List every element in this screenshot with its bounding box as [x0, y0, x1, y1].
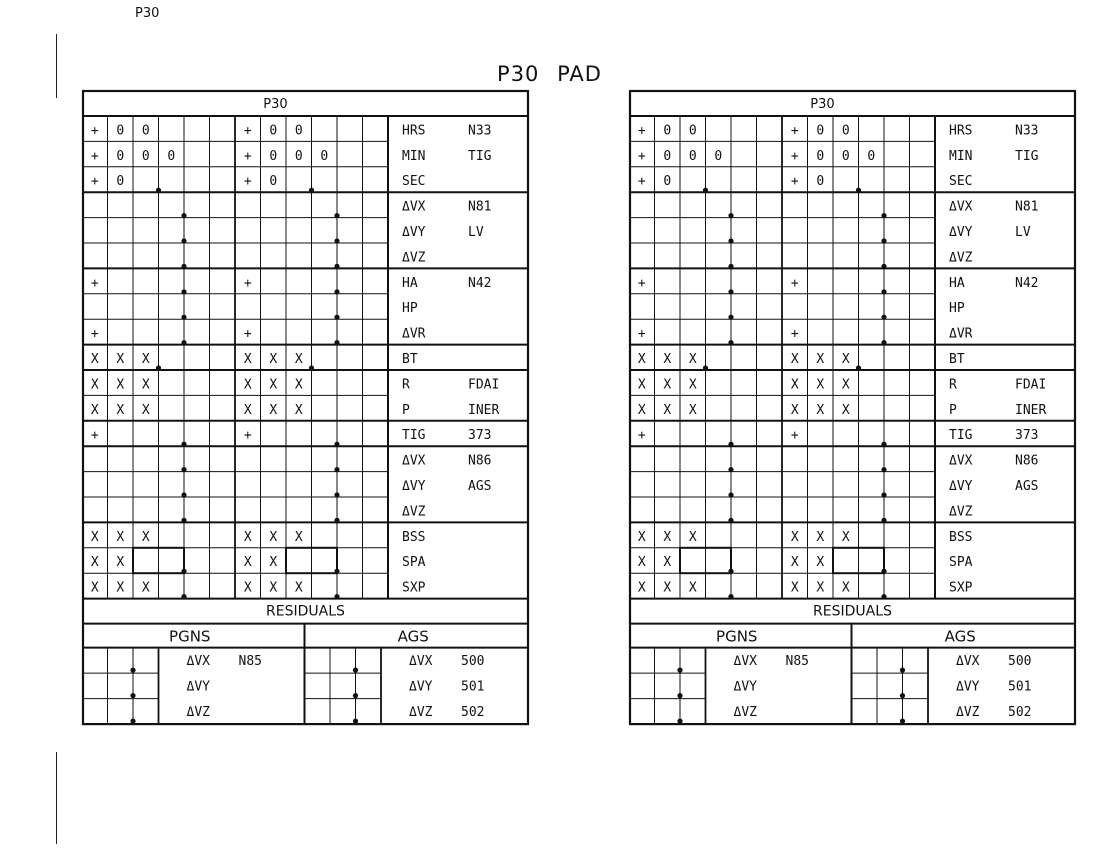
- decimal-point: [334, 289, 339, 294]
- row-code: INER: [1015, 402, 1047, 418]
- row-label: BT: [402, 352, 418, 367]
- row-label: SEC: [402, 174, 426, 190]
- residuals-title: RESIDUALS: [266, 603, 345, 620]
- row-label: HA: [949, 275, 965, 291]
- residual-label: ΔVZ: [733, 705, 757, 721]
- decimal-point: [334, 238, 339, 243]
- decimal-point: [881, 238, 886, 243]
- ags-title: AGS: [397, 627, 429, 646]
- residual-code: 500: [461, 654, 485, 670]
- row-code: AGS: [1015, 479, 1039, 494]
- row-label: ΔVX: [949, 199, 973, 215]
- cell-entry: 0: [663, 174, 672, 190]
- cell-entry: X: [116, 580, 125, 596]
- row-code: N33: [1015, 123, 1039, 139]
- decimal-point: [728, 264, 733, 269]
- cell-entry: +: [790, 174, 799, 190]
- cell-entry: 0: [816, 148, 825, 164]
- cell-entry: 0: [688, 123, 697, 139]
- decimal-point: [900, 719, 905, 724]
- cell-entry: X: [816, 529, 825, 545]
- row-label: ΔVR: [402, 326, 426, 342]
- cell-entry: X: [294, 377, 303, 393]
- decimal-point: [728, 340, 733, 345]
- cell-entry: X: [243, 529, 252, 545]
- cell-entry: X: [663, 555, 672, 571]
- decimal-point: [334, 518, 339, 523]
- decimal-point: [703, 365, 708, 370]
- cell-entry: +: [90, 148, 99, 164]
- decimal-point: [677, 719, 682, 724]
- row-label: SXP: [949, 580, 973, 596]
- row-label: ΔVZ: [949, 504, 973, 520]
- cell-entry: X: [116, 377, 125, 393]
- cell-entry: +: [90, 428, 99, 444]
- cell-entry: 0: [714, 148, 723, 164]
- pad-header: P30: [263, 97, 288, 112]
- residual-label: ΔVY: [733, 679, 757, 695]
- cell-entry: 0: [141, 123, 150, 139]
- row-label: ΔVY: [949, 225, 973, 240]
- cell-entry: X: [141, 352, 150, 367]
- decimal-point: [677, 668, 682, 673]
- cell-entry: X: [790, 402, 799, 418]
- cell-entry: 0: [688, 148, 697, 164]
- decimal-point: [703, 188, 708, 193]
- cell-entry: X: [816, 402, 825, 418]
- decimal-point: [334, 264, 339, 269]
- cell-entry: X: [90, 377, 99, 393]
- decimal-point: [881, 315, 886, 320]
- row-label: P: [949, 402, 957, 418]
- row-label: ΔVZ: [402, 250, 426, 266]
- decimal-point: [353, 693, 358, 698]
- pad-header: P30: [810, 97, 835, 112]
- decimal-point: [881, 340, 886, 345]
- cell-entry: X: [816, 352, 825, 367]
- decimal-point: [856, 188, 861, 193]
- decimal-point: [334, 442, 339, 447]
- decimal-point: [156, 365, 161, 370]
- decimal-point: [130, 693, 135, 698]
- cell-entry: X: [688, 402, 697, 418]
- residual-label: ΔVY: [409, 679, 433, 695]
- cell-entry: +: [243, 326, 252, 342]
- pad-form-left: [82, 90, 532, 726]
- decimal-point: [181, 289, 186, 294]
- row-label: HP: [402, 301, 418, 317]
- cell-entry: 0: [116, 174, 125, 190]
- decimal-point: [181, 340, 186, 345]
- decimal-point: [334, 213, 339, 218]
- row-label: ΔVR: [949, 326, 973, 342]
- decimal-point: [881, 213, 886, 218]
- residual-label: ΔVY: [956, 679, 980, 695]
- decimal-point: [181, 213, 186, 218]
- decimal-point: [309, 365, 314, 370]
- decimal-point: [900, 668, 905, 673]
- residual-code: N85: [238, 654, 262, 670]
- decimal-point: [881, 594, 886, 599]
- cell-entry: X: [688, 352, 697, 367]
- row-label: SPA: [949, 555, 973, 571]
- cell-entry: X: [116, 555, 125, 571]
- cell-entry: X: [141, 529, 150, 545]
- residual-label: ΔVZ: [186, 705, 210, 721]
- cell-entry: X: [688, 580, 697, 596]
- margin-mark-bottom: [56, 752, 57, 844]
- cell-entry: 0: [841, 123, 850, 139]
- cell-entry: X: [269, 402, 278, 418]
- decimal-point: [181, 518, 186, 523]
- decimal-point: [728, 442, 733, 447]
- row-code: TIG: [1015, 148, 1039, 164]
- cell-entry: X: [294, 529, 303, 545]
- decimal-point: [728, 492, 733, 497]
- cell-entry: X: [90, 529, 99, 545]
- cell-entry: X: [841, 402, 850, 418]
- cell-entry: X: [688, 529, 697, 545]
- cell-entry: 0: [294, 148, 303, 164]
- row-code: FDAI: [1015, 377, 1047, 393]
- row-label: SEC: [949, 174, 973, 190]
- page-title: P30 PAD: [497, 62, 602, 86]
- row-label: R: [402, 377, 410, 393]
- decimal-point: [181, 467, 186, 472]
- residual-label: ΔVX: [733, 654, 757, 670]
- ags-title: AGS: [944, 627, 976, 646]
- decimal-point: [181, 315, 186, 320]
- cell-entry: X: [269, 377, 278, 393]
- row-label: SPA: [402, 555, 426, 571]
- row-label: ΔVZ: [402, 504, 426, 520]
- cell-entry: +: [90, 326, 99, 342]
- cell-entry: X: [141, 402, 150, 418]
- margin-mark-top: [56, 34, 57, 98]
- row-label: MIN: [949, 148, 973, 164]
- residual-label: ΔVX: [956, 654, 980, 670]
- cell-entry: X: [663, 529, 672, 545]
- row-label: ΔVX: [402, 199, 426, 215]
- cell-entry: X: [90, 555, 99, 571]
- row-code: N42: [1015, 275, 1039, 291]
- cell-entry: +: [637, 326, 646, 342]
- cell-entry: +: [637, 148, 646, 164]
- row-code: LV: [468, 225, 484, 240]
- cell-entry: X: [116, 352, 125, 367]
- cell-entry: +: [90, 275, 99, 291]
- decimal-point: [181, 238, 186, 243]
- cell-entry: X: [269, 529, 278, 545]
- residuals-title: RESIDUALS: [813, 603, 892, 620]
- residual-label: ΔVX: [409, 654, 433, 670]
- decimal-point: [881, 442, 886, 447]
- cell-entry: +: [637, 123, 646, 139]
- decimal-point: [728, 213, 733, 218]
- cell-entry: X: [637, 580, 646, 596]
- cell-entry: +: [243, 148, 252, 164]
- cell-entry: +: [790, 275, 799, 291]
- cell-entry: X: [663, 352, 672, 367]
- cell-entry: X: [790, 377, 799, 393]
- cell-entry: X: [816, 580, 825, 596]
- decimal-point: [353, 719, 358, 724]
- row-label: HRS: [402, 123, 426, 139]
- cell-entry: X: [243, 352, 252, 367]
- cell-entry: +: [243, 428, 252, 444]
- row-code: N42: [468, 275, 492, 291]
- pgns-title: PGNS: [169, 627, 211, 646]
- row-code: TIG: [468, 148, 492, 164]
- cell-entry: X: [637, 377, 646, 393]
- pad-left: [82, 90, 532, 726]
- cell-entry: X: [90, 352, 99, 367]
- cell-entry: X: [90, 580, 99, 596]
- decimal-point: [728, 518, 733, 523]
- decimal-point: [181, 492, 186, 497]
- cell-entry: X: [790, 580, 799, 596]
- decimal-point: [181, 264, 186, 269]
- cell-entry: X: [294, 352, 303, 367]
- cell-entry: X: [294, 402, 303, 418]
- row-label: HRS: [949, 123, 973, 139]
- cell-entry: 0: [167, 148, 176, 164]
- row-label: HA: [402, 275, 418, 291]
- cell-entry: X: [663, 580, 672, 596]
- row-label: P: [402, 402, 410, 418]
- cell-entry: X: [294, 580, 303, 596]
- residual-code: N85: [785, 654, 809, 670]
- row-code: 373: [468, 428, 492, 444]
- cell-entry: X: [637, 529, 646, 545]
- residual-code: 501: [461, 679, 485, 695]
- cell-entry: +: [637, 275, 646, 291]
- row-code: INER: [468, 402, 500, 418]
- cell-entry: X: [243, 580, 252, 596]
- residual-code: 501: [1008, 679, 1032, 695]
- cell-entry: 0: [320, 148, 329, 164]
- cell-entry: X: [816, 555, 825, 571]
- decimal-point: [881, 492, 886, 497]
- row-code: N33: [468, 123, 492, 139]
- cell-entry: X: [637, 555, 646, 571]
- cell-entry: X: [841, 580, 850, 596]
- cell-entry: 0: [269, 174, 278, 190]
- row-code: 373: [1015, 428, 1039, 444]
- cell-entry: 0: [269, 148, 278, 164]
- decimal-point: [334, 315, 339, 320]
- row-label: BSS: [949, 529, 973, 545]
- cell-entry: 0: [841, 148, 850, 164]
- row-code: LV: [1015, 225, 1031, 240]
- cell-entry: +: [243, 275, 252, 291]
- cell-entry: X: [688, 377, 697, 393]
- cell-entry: 0: [269, 123, 278, 139]
- cell-entry: X: [841, 352, 850, 367]
- decimal-point: [900, 693, 905, 698]
- cell-entry: X: [141, 377, 150, 393]
- residual-code: 502: [461, 705, 485, 721]
- cell-entry: X: [269, 352, 278, 367]
- corner-label: P30: [135, 6, 160, 21]
- cell-entry: 0: [867, 148, 876, 164]
- cell-entry: X: [243, 402, 252, 418]
- row-label: TIG: [949, 428, 973, 444]
- cell-entry: 0: [116, 148, 125, 164]
- cell-entry: +: [790, 123, 799, 139]
- decimal-point: [728, 467, 733, 472]
- residual-label: ΔVY: [186, 679, 210, 695]
- decimal-point: [677, 693, 682, 698]
- row-label: ΔVY: [402, 225, 426, 240]
- pgns-title: PGNS: [716, 627, 758, 646]
- cell-entry: +: [637, 174, 646, 190]
- cell-entry: X: [790, 352, 799, 367]
- pad-form-right: [629, 90, 1079, 726]
- cell-entry: 0: [141, 148, 150, 164]
- decimal-point: [353, 668, 358, 673]
- decimal-point: [130, 668, 135, 673]
- decimal-point: [309, 188, 314, 193]
- cell-entry: 0: [294, 123, 303, 139]
- row-code: N86: [468, 453, 492, 469]
- row-code: AGS: [468, 479, 492, 494]
- cell-entry: X: [269, 580, 278, 596]
- row-label: BSS: [402, 529, 426, 545]
- row-code: N81: [468, 199, 492, 215]
- decimal-point: [881, 518, 886, 523]
- decimal-point: [334, 492, 339, 497]
- pad-right: [629, 90, 1079, 726]
- cell-entry: +: [790, 148, 799, 164]
- row-label: ΔVX: [949, 453, 973, 469]
- decimal-point: [728, 315, 733, 320]
- cell-entry: X: [790, 555, 799, 571]
- row-label: R: [949, 377, 957, 393]
- row-code: N81: [1015, 199, 1039, 215]
- residual-label: ΔVZ: [956, 705, 980, 721]
- cell-entry: 0: [116, 123, 125, 139]
- row-label: MIN: [402, 148, 426, 164]
- cell-entry: +: [243, 123, 252, 139]
- row-label: HP: [949, 301, 965, 317]
- cell-entry: +: [90, 123, 99, 139]
- residual-label: ΔVX: [186, 654, 210, 670]
- row-label: SXP: [402, 580, 426, 596]
- row-label: TIG: [402, 428, 426, 444]
- decimal-point: [856, 365, 861, 370]
- decimal-point: [334, 467, 339, 472]
- cell-entry: X: [141, 580, 150, 596]
- row-label: ΔVY: [949, 479, 973, 494]
- residual-code: 500: [1008, 654, 1032, 670]
- cell-entry: X: [663, 377, 672, 393]
- cell-entry: X: [816, 377, 825, 393]
- decimal-point: [334, 340, 339, 345]
- row-code: FDAI: [468, 377, 500, 393]
- cell-entry: X: [637, 352, 646, 367]
- cell-entry: X: [243, 377, 252, 393]
- cell-entry: X: [90, 402, 99, 418]
- decimal-point: [181, 594, 186, 599]
- decimal-point: [728, 238, 733, 243]
- cell-entry: 0: [816, 174, 825, 190]
- cell-entry: +: [243, 174, 252, 190]
- cell-entry: X: [663, 402, 672, 418]
- cell-entry: +: [790, 428, 799, 444]
- decimal-point: [156, 188, 161, 193]
- decimal-point: [728, 594, 733, 599]
- row-label: ΔVZ: [949, 250, 973, 266]
- row-label: ΔVY: [402, 479, 426, 494]
- cell-entry: 0: [663, 123, 672, 139]
- cell-entry: X: [841, 529, 850, 545]
- row-label: ΔVX: [402, 453, 426, 469]
- cell-entry: X: [841, 377, 850, 393]
- decimal-point: [181, 442, 186, 447]
- cell-entry: 0: [816, 123, 825, 139]
- residual-code: 502: [1008, 705, 1032, 721]
- cell-entry: 0: [663, 148, 672, 164]
- cell-entry: +: [790, 326, 799, 342]
- cell-entry: +: [90, 174, 99, 190]
- decimal-point: [881, 264, 886, 269]
- cell-entry: X: [116, 529, 125, 545]
- cell-entry: X: [637, 402, 646, 418]
- residual-label: ΔVZ: [409, 705, 433, 721]
- cell-entry: X: [790, 529, 799, 545]
- cell-entry: X: [269, 555, 278, 571]
- cell-entry: X: [243, 555, 252, 571]
- decimal-point: [881, 467, 886, 472]
- decimal-point: [728, 289, 733, 294]
- cell-entry: X: [116, 402, 125, 418]
- decimal-point: [130, 719, 135, 724]
- row-code: N86: [1015, 453, 1039, 469]
- decimal-point: [881, 289, 886, 294]
- decimal-point: [334, 594, 339, 599]
- row-label: BT: [949, 352, 965, 367]
- cell-entry: +: [637, 428, 646, 444]
